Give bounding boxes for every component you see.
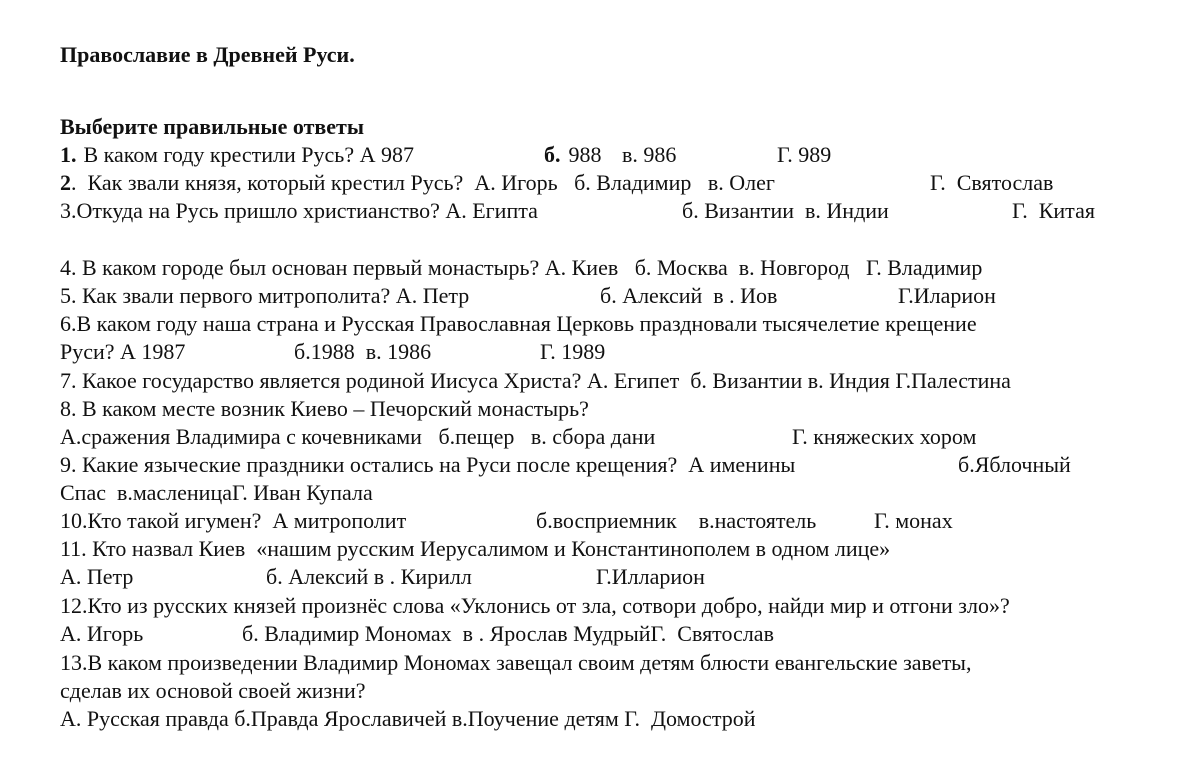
question-6-option-a: Руси? А 1987: [60, 339, 186, 364]
question-5: [60, 283, 1160, 309]
question-9: [60, 452, 1160, 478]
question-6-option-g: Г. 1989: [540, 339, 606, 364]
question-8-options-abv: А.сражения Владимира с кочевниками б.пещер в. сбора дани: [60, 424, 656, 449]
page-title: Православие в Древней Руси.: [60, 42, 355, 67]
question-1-option-b-label: б.: [544, 142, 561, 167]
question-12-options-rest: б. Владимир Мономах в . Ярослав МудрыйГ. Святослав: [242, 621, 774, 646]
question-9-text: 9. Какие языческие праздники остались на Руси после крещения? А именины: [60, 452, 796, 477]
question-1-text: В каком году крестили Русь? А 987: [78, 142, 414, 167]
question-12-option-a: А. Игорь: [60, 621, 144, 646]
instruction-heading: Выберите правильные ответы: [60, 114, 365, 139]
question-13-answers: А. Русская правда б.Правда Ярославичей в.Поучение детям Г. Домострой: [60, 706, 756, 731]
question-3-text: 3.Откуда на Русь пришло христианство? А. Египта: [60, 198, 538, 223]
question-1-option-v: в. 986: [622, 142, 677, 167]
question-5-options-bv: б. Алексий в . Иов: [600, 283, 778, 308]
question-10-text: 10.Кто такой игумен? А митрополит: [60, 508, 407, 533]
question-12-answers: [60, 621, 1160, 647]
question-6-options-bv: б.1988 в. 1986: [294, 339, 432, 364]
question-3: [60, 198, 1160, 224]
question-1-option-b: 988: [563, 142, 602, 167]
question-4: 4. В каком городе был основан первый монастырь? А. Киев б. Москва в. Новгород Г. Владимир: [60, 255, 983, 280]
question-3-option-g: Г. Китая: [1012, 198, 1095, 223]
question-10: [60, 508, 1160, 534]
question-2: [60, 170, 1160, 196]
question-7: 7. Какое государство является родиной Иисуса Христа? А. Египет б. Византии в. Индия Г.Палестина: [60, 368, 1011, 393]
question-8-option-g: Г. княжеских хором: [792, 424, 977, 449]
question-11-line-1: 11. Кто назвал Киев «нашим русским Иерусалимом и Константинополем в одном лице»: [60, 536, 891, 561]
question-10-option-g: Г. монах: [874, 508, 953, 533]
question-6-line-1: 6.В каком году наша страна и Русская Православная Церковь праздновали тысячелетие крещение: [60, 311, 977, 336]
question-1-number: 1.: [60, 142, 77, 167]
question-2-number: 2: [60, 170, 71, 195]
question-2-text: . Как звали князя, который крестил Русь? А. Игорь б. Владимир в. Олег: [71, 170, 775, 195]
question-5-text: 5. Как звали первого митрополита? А. Петр: [60, 283, 470, 308]
question-13-line-1: 13.В каком произведении Владимир Мономах завещал своим детям блюсти евангельские заветы,: [60, 650, 972, 675]
question-9-line-2: Спас в.масленицаГ. Иван Купала: [60, 480, 373, 505]
document-page: [60, 0, 1180, 766]
question-1-option-g: Г. 989: [777, 142, 832, 167]
question-11-option-g: Г.Илларион: [596, 564, 705, 589]
question-10-options-bv: б.восприемник в.настоятель: [536, 508, 817, 533]
question-11-option-a: А. Петр: [60, 564, 134, 589]
question-11-answers: [60, 564, 1160, 590]
question-8-answers: [60, 424, 1160, 450]
question-9-option-b: б.Яблочный: [958, 452, 1071, 477]
question-2-option-g: Г. Святослав: [930, 170, 1054, 195]
question-11-options-bv: б. Алексий в . Кирилл: [266, 564, 472, 589]
question-8-line-1: 8. В каком месте возник Киево – Печорский монастырь?: [60, 396, 589, 421]
question-3-options-bv: б. Византии в. Индии: [682, 198, 889, 223]
question-1: [60, 142, 1160, 168]
question-13-line-2: сделав их основой своей жизни?: [60, 678, 366, 703]
question-12-line-1: 12.Кто из русских князей произнёс слова «Уклонись от зла, сотвори добро, найди мир и отгони зло»?: [60, 593, 1010, 618]
question-6-answers: [60, 339, 1160, 365]
question-5-option-g: Г.Иларион: [898, 283, 996, 308]
